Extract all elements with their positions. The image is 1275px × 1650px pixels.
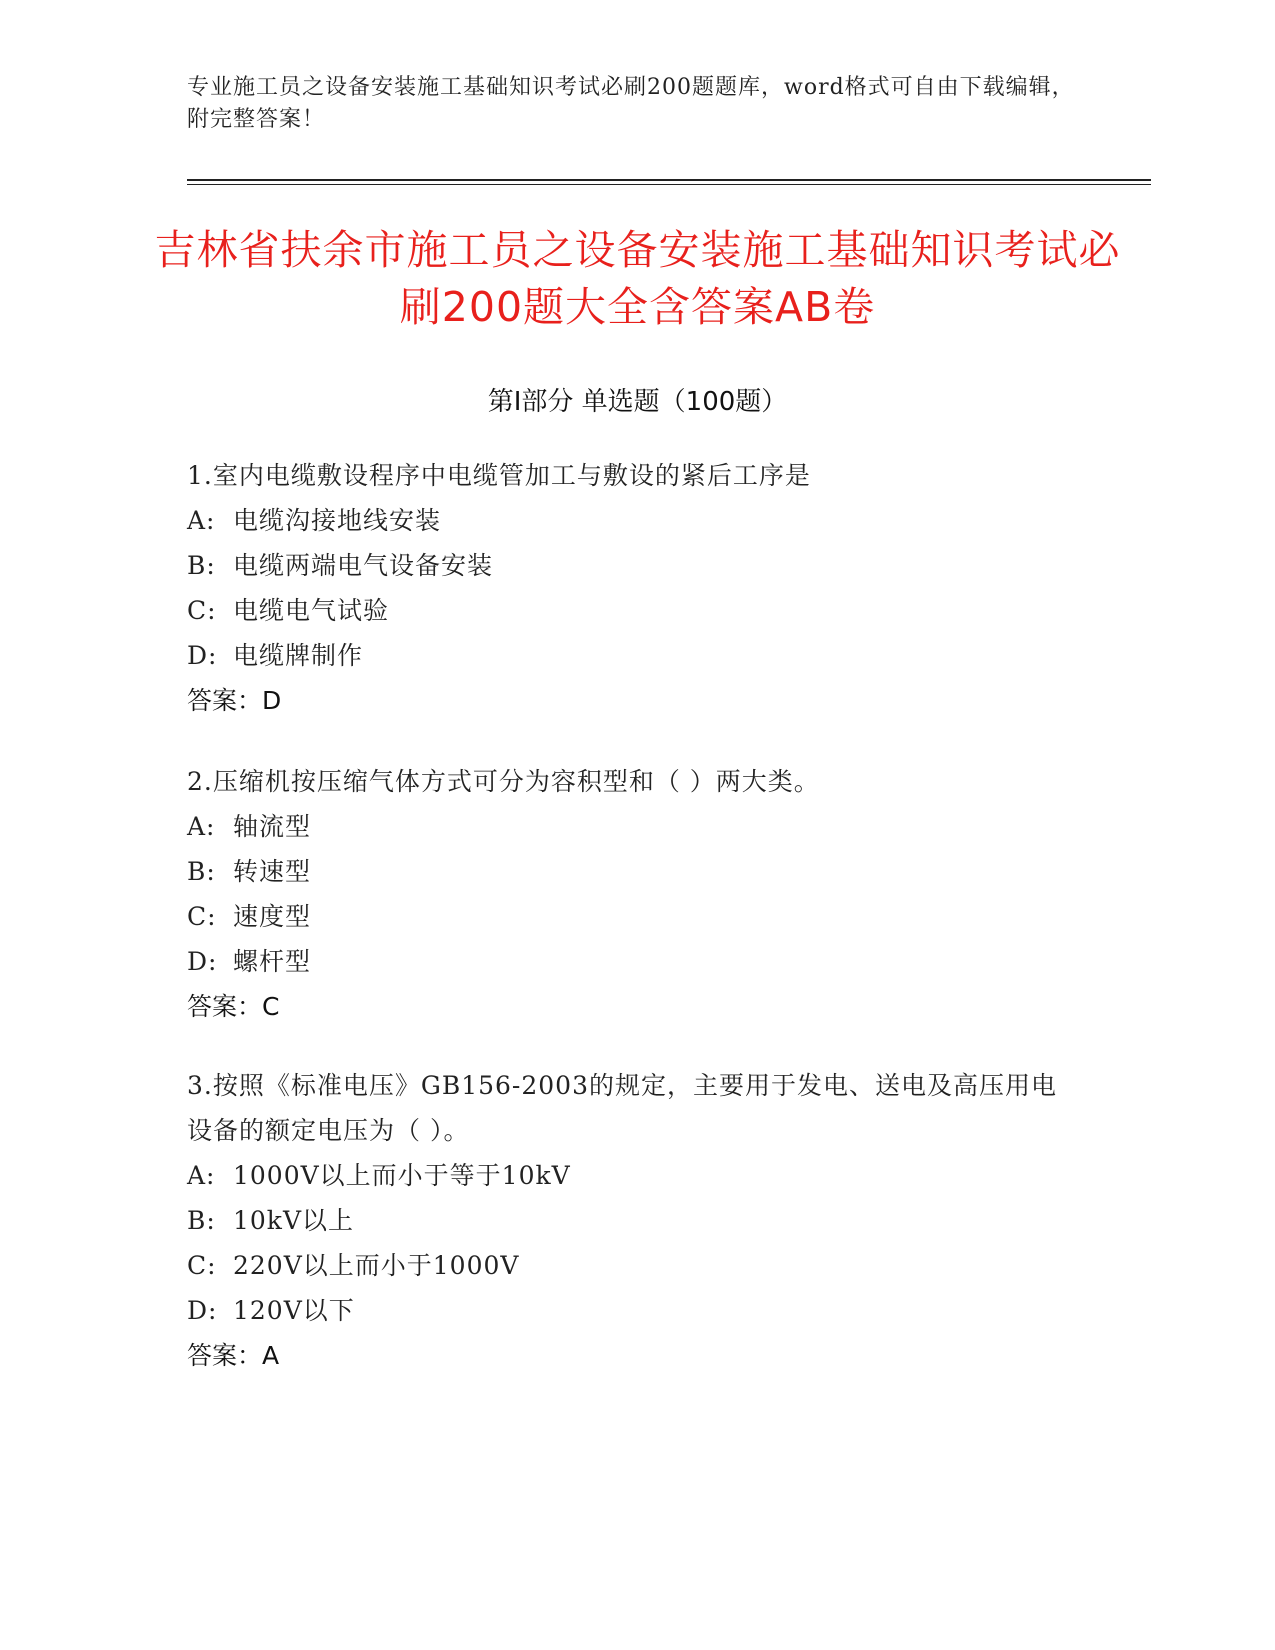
option-letter: D: — [187, 641, 218, 670]
answer-line: 答案：D — [187, 686, 282, 715]
option-a — [187, 1153, 1067, 1198]
option-text: 速度型 — [233, 902, 312, 931]
question-3 — [187, 1063, 1067, 1378]
option-letter: B: — [187, 857, 216, 886]
header-divider-thick — [187, 179, 1151, 181]
answer-line: 答案：C — [187, 992, 280, 1021]
option-text: 10kV以上 — [233, 1206, 355, 1235]
option-text: 轴流型 — [233, 812, 312, 841]
question-stem: 1.室内电缆敷设程序中电缆管加工与敷设的紧后工序是 — [187, 461, 811, 490]
document-title: 吉林省扶余市施工员之设备安装施工基础知识考试必刷200题大全含答案AB卷 — [154, 226, 1121, 331]
option-letter: B: — [187, 1206, 216, 1235]
header-note: 专业施工员之设备安装施工基础知识考试必刷200题题库，word格式可自由下载编辑，附完整答案！ — [187, 75, 1075, 132]
option-letter: A: — [187, 812, 216, 841]
question-stem: 3.按照《标准电压》GB156-2003的规定，主要用于发电、送电及高压用电设备的额定电压为（ ）。 — [187, 1071, 1057, 1145]
option-text: 120V以下 — [233, 1296, 355, 1325]
header-divider-thin — [187, 184, 1151, 185]
option-text: 电缆沟接地线安装 — [233, 506, 442, 535]
option-d — [187, 633, 1087, 678]
option-letter: D: — [187, 1296, 218, 1325]
option-letter: B: — [187, 551, 216, 580]
answer-line: 答案：A — [187, 1341, 280, 1370]
option-a — [187, 804, 1087, 849]
option-text: 电缆电气试验 — [233, 596, 390, 625]
option-letter: A: — [187, 506, 216, 535]
option-letter: C: — [187, 596, 217, 625]
option-letter: D: — [187, 947, 218, 976]
option-b — [187, 849, 1087, 894]
option-letter: A: — [187, 1161, 216, 1190]
option-text: 螺杆型 — [233, 947, 312, 976]
option-b — [187, 543, 1087, 588]
option-c — [187, 1243, 1067, 1288]
option-d — [187, 1288, 1067, 1333]
option-text: 转速型 — [233, 857, 312, 886]
option-letter: C: — [187, 1251, 217, 1280]
option-b — [187, 1198, 1067, 1243]
option-text: 电缆牌制作 — [233, 641, 364, 670]
question-stem: 2.压缩机按压缩气体方式可分为容积型和（ ）两大类。 — [187, 767, 820, 796]
question-1 — [187, 453, 1087, 723]
option-text: 220V以上而小于1000V — [233, 1251, 520, 1280]
option-d — [187, 939, 1087, 984]
option-c — [187, 588, 1087, 633]
option-text: 1000V以上而小于等于10kV — [233, 1161, 571, 1190]
option-a — [187, 498, 1087, 543]
question-2 — [187, 759, 1087, 1029]
option-text: 电缆两端电气设备安装 — [233, 551, 494, 580]
section-heading: 第Ⅰ部分 单选题（100题） — [487, 387, 788, 417]
option-letter: C: — [187, 902, 217, 931]
option-c — [187, 894, 1087, 939]
